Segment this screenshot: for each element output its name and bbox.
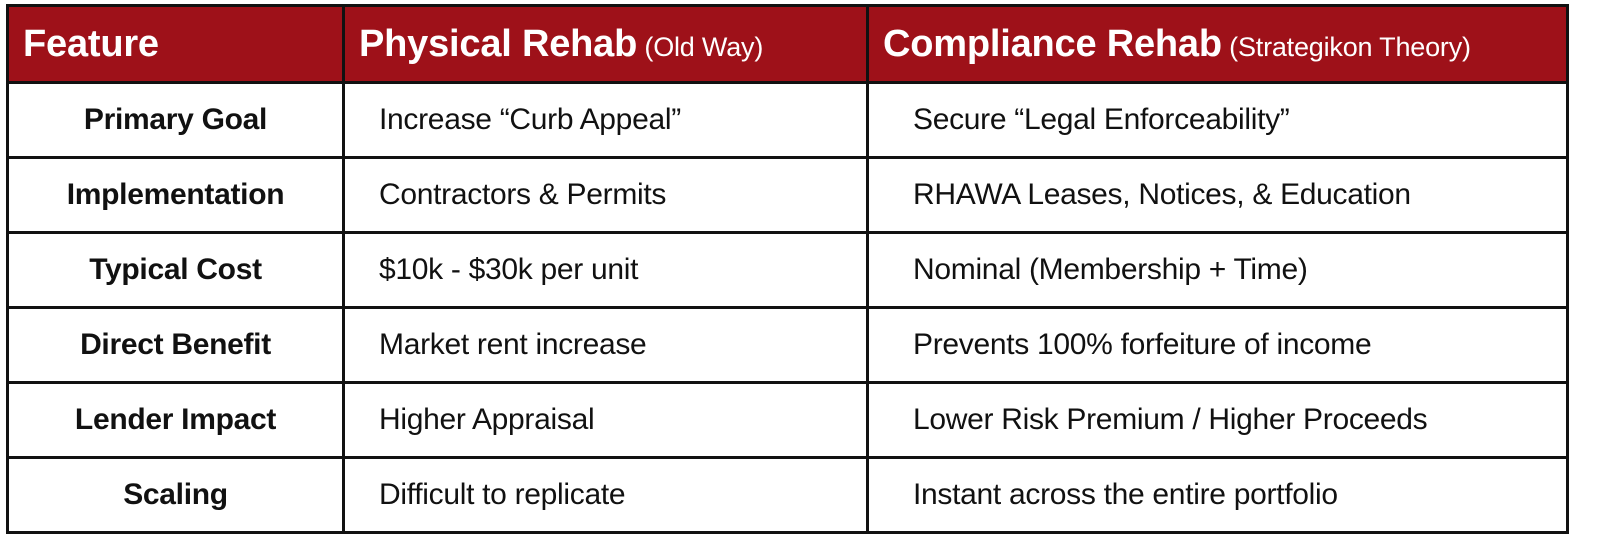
column-header-compliance-rehab (868, 6, 1568, 83)
column-header-physical-rehab-sub: (Old Way) (637, 31, 764, 62)
table-row (8, 158, 1568, 233)
row-feature-label: Scaling (8, 458, 344, 533)
column-header-compliance-rehab-main: Compliance Rehab (883, 22, 1222, 65)
table-row (8, 233, 1568, 308)
row-feature-label: Typical Cost (8, 233, 344, 308)
row-feature-label: Implementation (8, 158, 344, 233)
table-row (8, 308, 1568, 383)
row-physical-value: Higher Appraisal (344, 383, 868, 458)
row-feature-label: Primary Goal (8, 83, 344, 158)
row-compliance-value: Prevents 100% forfeiture of income (868, 308, 1568, 383)
row-physical-value: Market rent increase (344, 308, 868, 383)
table-header (8, 6, 1568, 83)
table-body (8, 83, 1568, 533)
column-header-feature (8, 6, 344, 83)
column-header-physical-rehab (344, 6, 868, 83)
table-row (8, 383, 1568, 458)
row-compliance-value: Secure “Legal Enforceability” (868, 83, 1568, 158)
comparison-table (6, 4, 1569, 534)
header-row (8, 6, 1568, 83)
row-physical-value: Contractors & Permits (344, 158, 868, 233)
table-row (8, 458, 1568, 533)
column-header-compliance-rehab-sub: (Strategikon Theory) (1221, 31, 1471, 62)
row-feature-label: Direct Benefit (8, 308, 344, 383)
row-feature-label: Lender Impact (8, 383, 344, 458)
column-header-physical-rehab-main: Physical Rehab (359, 22, 638, 65)
row-compliance-value: RHAWA Leases, Notices, & Education (868, 158, 1568, 233)
row-compliance-value: Nominal (Membership + Time) (868, 233, 1568, 308)
column-header-feature-main: Feature (23, 22, 159, 65)
row-physical-value: Difficult to replicate (344, 458, 868, 533)
row-physical-value: $10k - $30k per unit (344, 233, 868, 308)
row-compliance-value: Lower Risk Premium / Higher Proceeds (868, 383, 1568, 458)
row-physical-value: Increase “Curb Appeal” (344, 83, 868, 158)
table-row (8, 83, 1568, 158)
row-compliance-value: Instant across the entire portfolio (868, 458, 1568, 533)
